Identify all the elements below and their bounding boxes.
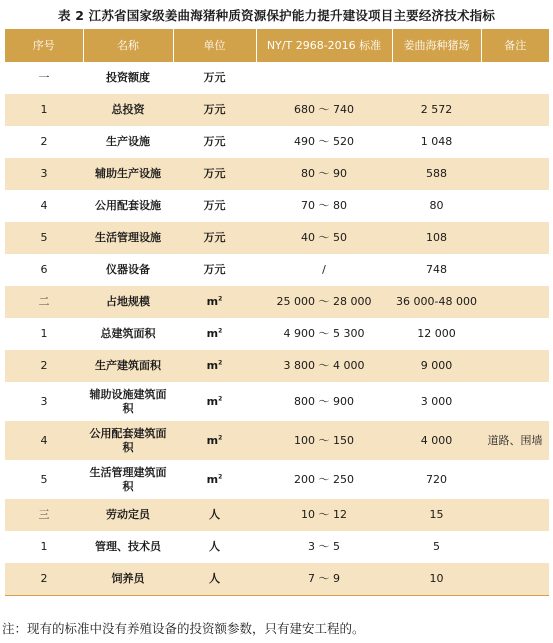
cell-note — [481, 158, 549, 190]
cell-note — [481, 62, 549, 94]
cell-farm: 15 — [392, 499, 481, 531]
unit-base: m — [206, 327, 219, 340]
cell-standard: 7 ～ 9 — [256, 563, 392, 596]
cell-standard — [256, 62, 392, 94]
table-row — [5, 421, 549, 460]
cell-farm: 748 — [426, 263, 447, 276]
cell-no: 5 — [5, 222, 83, 254]
cell-name: 占地规模 — [83, 286, 173, 318]
cell-farm — [392, 62, 481, 94]
cell-standard: 70 ～ 80 — [301, 199, 347, 212]
cell-name: 劳动定员 — [83, 499, 173, 531]
table-row — [5, 158, 549, 190]
indicator-table — [5, 29, 549, 596]
cell-no: 2 — [5, 350, 83, 382]
cell-note — [481, 190, 549, 222]
cell-unit: 人 — [173, 499, 256, 531]
cell-note — [481, 222, 549, 254]
cell-name: 生活管理建筑面积 — [89, 465, 167, 493]
cell-farm: 10 — [392, 563, 481, 596]
cell-standard: 100 ～ 150 — [256, 421, 392, 460]
cell-no: 二 — [5, 286, 83, 318]
cell-standard: 40 ～ 50 — [256, 222, 392, 254]
cell-no: 3 — [40, 394, 48, 408]
cell-name: 饲养员 — [83, 563, 173, 596]
cell-note — [481, 382, 549, 421]
cell-note — [481, 531, 549, 563]
cell-farm: 2 572 — [392, 94, 481, 126]
cell-unit — [173, 382, 256, 421]
cell-name: 生产建筑面积 — [83, 350, 173, 382]
table-row — [5, 531, 549, 563]
cell-standard: 25 000 ～ 28 000 — [256, 286, 392, 318]
cell-standard: 4 900 ～ 5 300 — [283, 327, 365, 340]
table-body — [5, 62, 549, 596]
unit-base: m — [206, 472, 219, 486]
table-row — [5, 190, 549, 222]
cell-note — [481, 94, 549, 126]
cell-name: 辅助生产设施 — [83, 158, 173, 190]
cell-farm: 4 000 — [392, 421, 481, 460]
unit-superscript: 2 — [218, 295, 223, 303]
header-no: 序号 — [5, 29, 83, 62]
cell-unit — [173, 421, 256, 460]
cell-no: 5 — [40, 472, 48, 486]
cell-farm: 588 — [392, 158, 481, 190]
cell-standard: 3 800 ～ 4 000 — [256, 350, 392, 382]
cell-farm: 80 — [429, 199, 444, 212]
cell-note — [481, 499, 549, 531]
cell-note — [481, 350, 549, 382]
cell-name: 总投资 — [83, 94, 173, 126]
cell-unit: 人 — [173, 563, 256, 596]
cell-name: 投资额度 — [106, 71, 150, 84]
table-row — [5, 350, 549, 382]
cell-no: 2 — [40, 135, 48, 148]
table-row — [5, 563, 549, 596]
cell-farm: 9 000 — [392, 350, 481, 382]
unit-superscript: 2 — [218, 472, 223, 480]
cell-name: 辅助设施建筑面积 — [89, 387, 167, 415]
table-row — [5, 126, 549, 158]
cell-no: 一 — [38, 71, 50, 84]
table-row — [5, 254, 549, 286]
cell-farm: 36 000-48 000 — [392, 286, 481, 318]
table-row — [5, 62, 549, 94]
unit-superscript: 2 — [218, 327, 223, 335]
cell-farm: 108 — [392, 222, 481, 254]
cell-note — [481, 563, 549, 596]
cell-standard: 800 ～ 900 — [294, 394, 354, 408]
cell-name: 仪器设备 — [106, 263, 150, 276]
cell-farm: 12 000 — [417, 327, 456, 340]
cell-name: 总建筑面积 — [100, 327, 156, 340]
cell-name: 管理、技术员 — [95, 540, 161, 553]
unit-base: m — [206, 394, 219, 408]
cell-no: 4 — [5, 421, 83, 460]
cell-unit: 万元 — [203, 263, 226, 276]
unit-base: m — [206, 433, 219, 447]
cell-note: 道路、围墙 — [481, 421, 549, 460]
cell-farm: 3 000 — [420, 394, 453, 408]
header-standard: NY/T 2968-2016 标准 — [256, 29, 392, 62]
cell-unit: 万元 — [173, 158, 256, 190]
cell-farm: 5 — [433, 540, 440, 553]
cell-standard: 3 ～ 5 — [308, 540, 340, 553]
table-row — [5, 382, 549, 421]
cell-unit: 万元 — [203, 71, 226, 84]
cell-unit: 万元 — [173, 94, 256, 126]
table-row — [5, 94, 549, 126]
unit-base: m — [206, 295, 219, 308]
header-name: 名称 — [83, 29, 173, 62]
cell-name: 生活管理设施 — [83, 222, 173, 254]
cell-unit: 万元 — [203, 135, 226, 148]
cell-name: 生产设施 — [106, 135, 150, 148]
cell-unit — [173, 350, 256, 382]
unit-base: m — [206, 359, 219, 372]
cell-no: 1 — [5, 94, 83, 126]
cell-unit — [173, 318, 256, 350]
table-row — [5, 460, 549, 499]
cell-no: 1 — [40, 327, 48, 340]
header-farm: 姜曲海种猪场 — [392, 29, 481, 62]
cell-no: 6 — [40, 263, 48, 276]
cell-farm: 1 048 — [420, 135, 453, 148]
cell-standard: 80 ～ 90 — [256, 158, 392, 190]
cell-unit — [173, 286, 256, 318]
table-row — [5, 286, 549, 318]
cell-note — [481, 318, 549, 350]
cell-unit: 万元 — [173, 222, 256, 254]
cell-no: 三 — [5, 499, 83, 531]
cell-name: 公用配套设施 — [95, 199, 161, 212]
table-row — [5, 318, 549, 350]
table-row — [5, 222, 549, 254]
cell-no: 3 — [5, 158, 83, 190]
cell-standard: / — [322, 263, 326, 276]
cell-note — [481, 460, 549, 499]
footnote: 注：现有的标准中没有养殖设备的投资额参数，只有建安工程的。 — [2, 621, 365, 636]
unit-superscript: 2 — [218, 433, 223, 441]
table-caption: 表 2 江苏省国家级姜曲海猪种质资源保护能力提升建设项目主要经济技术指标 — [57, 8, 496, 23]
cell-standard: 680 ～ 740 — [256, 94, 392, 126]
header-note: 备注 — [481, 29, 549, 62]
cell-unit: 万元 — [203, 199, 226, 212]
unit-superscript: 2 — [218, 359, 223, 367]
cell-farm: 720 — [426, 472, 447, 486]
table-header-row — [5, 29, 549, 62]
cell-unit: 人 — [209, 540, 220, 553]
unit-superscript: 2 — [218, 394, 223, 402]
cell-no: 4 — [40, 199, 48, 212]
cell-no: 1 — [40, 540, 48, 553]
cell-standard: 490 ～ 520 — [294, 135, 354, 148]
cell-standard: 200 ～ 250 — [294, 472, 354, 486]
cell-name: 公用配套建筑面积 — [83, 421, 173, 460]
cell-unit — [173, 460, 256, 499]
cell-note — [481, 254, 549, 286]
cell-note — [481, 286, 549, 318]
cell-standard: 10 ～ 12 — [256, 499, 392, 531]
header-unit: 单位 — [173, 29, 256, 62]
cell-no: 2 — [5, 563, 83, 596]
cell-note — [481, 126, 549, 158]
table-row — [5, 499, 549, 531]
